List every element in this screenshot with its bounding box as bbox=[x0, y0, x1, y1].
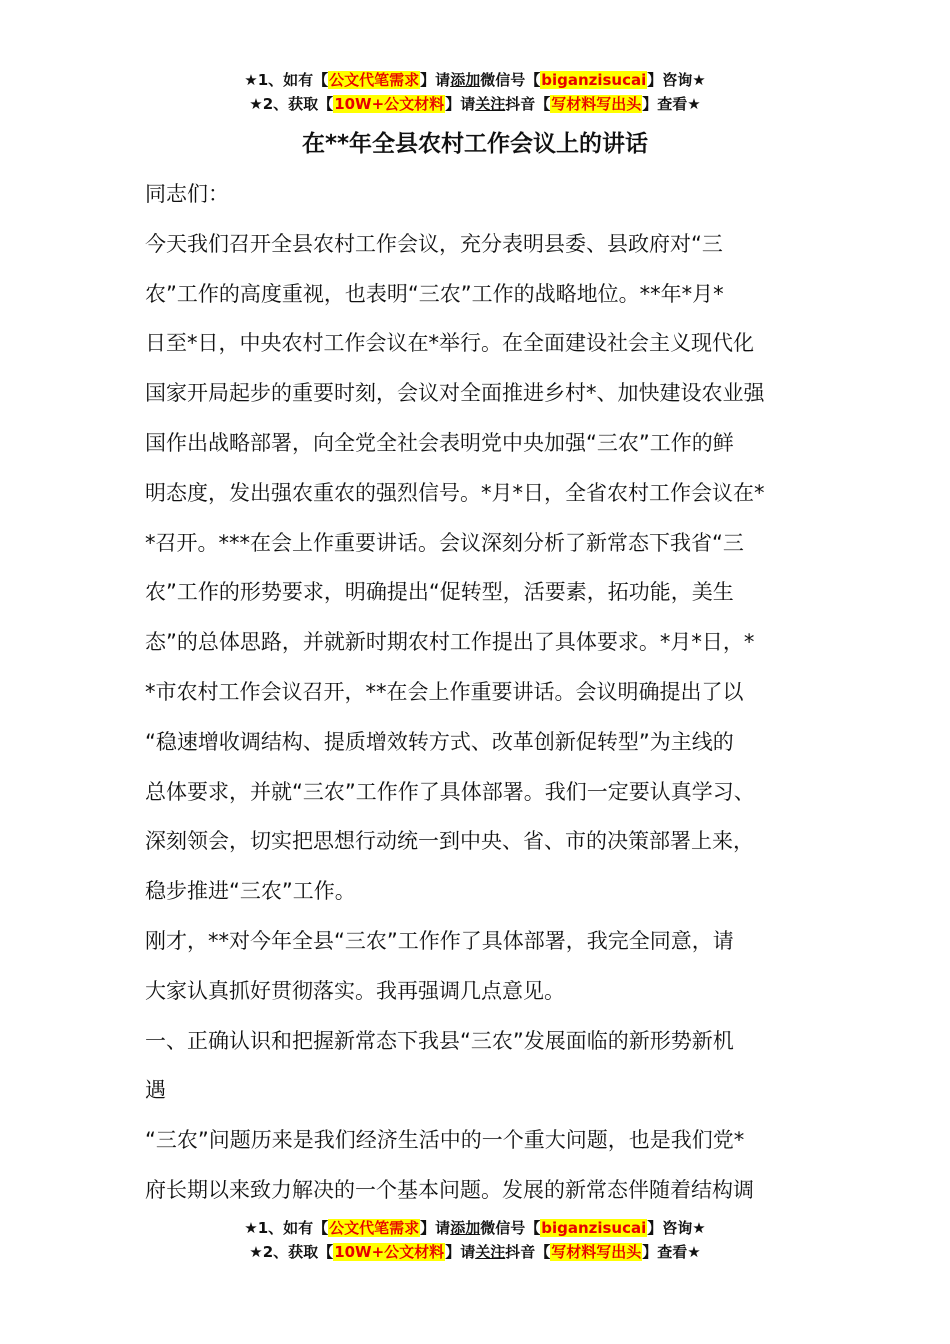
document-body bbox=[145, 170, 825, 1216]
body-line: 稳步推进“三农”工作。 bbox=[145, 879, 356, 904]
banner-text: ★1、如有【 bbox=[244, 1219, 329, 1237]
banner-line-2 bbox=[0, 1240, 950, 1264]
document-title: 在**年全县农村工作会议上的讲话 bbox=[301, 131, 649, 157]
underlined-text: 添加 bbox=[450, 1219, 481, 1237]
banner-line-1 bbox=[0, 68, 950, 92]
body-line: *市农村工作会议召开，**在会上作重要讲话。会议明确提出了以 bbox=[145, 679, 744, 704]
banner-text: 】请 bbox=[445, 95, 476, 113]
body-line: 日至*日，中央农村工作会议在*举行。在全面建设社会主义现代化 bbox=[145, 331, 754, 356]
section-heading-line: 遇 bbox=[145, 1078, 166, 1103]
body-line: 农”工作的形势要求，明确提出“促转型，活要素，拓功能，美生 bbox=[145, 580, 734, 605]
underlined-text: 添加 bbox=[450, 71, 481, 89]
banner-text: 】请 bbox=[420, 1219, 451, 1237]
body-line: “三农”问题历来是我们经济生活中的一个重大问题，也是我们党* bbox=[145, 1128, 745, 1153]
banner-line-1 bbox=[0, 1216, 950, 1240]
highlight-text: 公文代笔需求 bbox=[329, 71, 420, 89]
underlined-text: 关注 bbox=[475, 1243, 506, 1261]
banner-text: 】咨询★ bbox=[647, 71, 706, 89]
banner-text: 】查看★ bbox=[642, 95, 701, 113]
body-line: 国作出战略部署，向全党全社会表明党中央加强“三农”工作的鲜 bbox=[145, 430, 734, 455]
highlight-text: 10W+公文材料 bbox=[334, 1243, 445, 1261]
wechat-id-highlight: biganzisucai bbox=[541, 1219, 647, 1237]
body-line: 今天我们召开全县农村工作会议，充分表明县委、县政府对“三 bbox=[145, 231, 723, 256]
body-line: *召开。***在会上作重要讲话。会议深刻分析了新常态下我省“三 bbox=[145, 530, 744, 555]
banner-line-2 bbox=[0, 92, 950, 116]
body-line: 深刻领会，切实把思想行动统一到中央、省、市的决策部署上来， bbox=[145, 829, 754, 854]
body-line: 大家认真抓好贯彻落实。我再强调几点意见。 bbox=[145, 978, 565, 1003]
highlight-text: 10W+公文材料 bbox=[334, 95, 445, 113]
body-line: 国家开局起步的重要时刻，会议对全面推进乡村*、加快建设农业强 bbox=[145, 381, 765, 406]
highlight-text: 公文代笔需求 bbox=[329, 1219, 420, 1237]
footer-banner bbox=[0, 1216, 950, 1264]
body-line: 农”工作的高度重视，也表明“三农”工作的战略地位。**年*月* bbox=[145, 281, 724, 306]
douyin-id-highlight: 写材料写出头 bbox=[551, 1243, 642, 1261]
banner-text: 】咨询★ bbox=[647, 1219, 706, 1237]
body-line: 总体要求，并就“三农”工作作了具体部署。我们一定要认真学习、 bbox=[145, 779, 755, 804]
banner-text: 】请 bbox=[445, 1243, 476, 1261]
body-line: 态”的总体思路，并就新时期农村工作提出了具体要求。*月*日，* bbox=[145, 630, 755, 655]
banner-text: ★2、获取【 bbox=[249, 95, 334, 113]
douyin-id-highlight: 写材料写出头 bbox=[551, 95, 642, 113]
body-line: 府长期以来致力解决的一个基本问题。发展的新常态伴随着结构调 bbox=[145, 1177, 754, 1202]
body-line: “稳速增收调结构、提质增效转方式、改革创新促转型”为主线的 bbox=[145, 729, 734, 754]
section-heading-line: 一、正确认识和把握新常态下我县“三农”发展面临的新形势新机 bbox=[145, 1028, 734, 1053]
header-banner bbox=[0, 68, 950, 116]
banner-text: 抖音【 bbox=[505, 95, 551, 113]
wechat-id-highlight: biganzisucai bbox=[541, 71, 647, 89]
banner-text: 抖音【 bbox=[505, 1243, 551, 1261]
body-line: 同志们： bbox=[145, 182, 229, 206]
body-line: 刚才，**对今年全县“三农”工作作了具体部署，我完全同意，请 bbox=[145, 928, 734, 953]
banner-text: 微信号【 bbox=[480, 71, 541, 89]
banner-text: 微信号【 bbox=[480, 1219, 541, 1237]
banner-text: 】查看★ bbox=[642, 1243, 701, 1261]
underlined-text: 关注 bbox=[475, 95, 506, 113]
banner-text: ★2、获取【 bbox=[249, 1243, 334, 1261]
banner-text: 】请 bbox=[420, 71, 451, 89]
body-line: 明态度，发出强农重农的强烈信号。*月*日，全省农村工作会议在* bbox=[145, 480, 765, 505]
banner-text: ★1、如有【 bbox=[244, 71, 329, 89]
